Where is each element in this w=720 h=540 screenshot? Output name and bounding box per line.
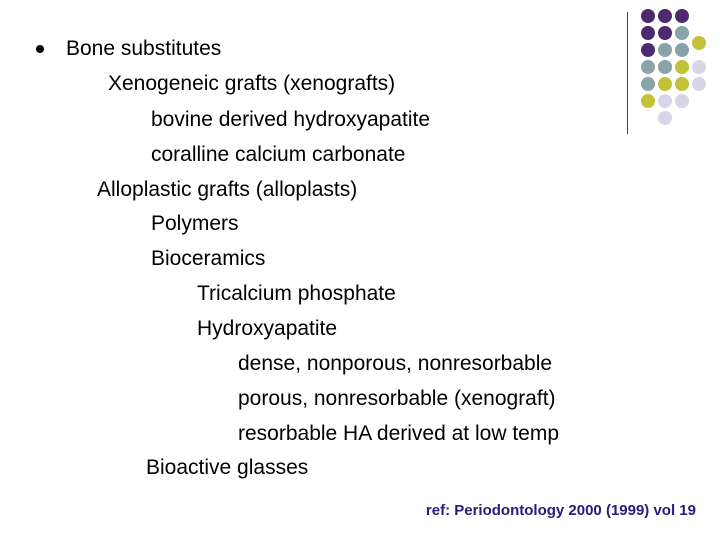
dot-lavender-icon (658, 111, 672, 125)
outline-line-resorbable-ha: resorbable HA derived at low temp (238, 422, 559, 445)
outline-line-polymers: Polymers (151, 212, 239, 235)
dot-teal-icon (641, 60, 655, 74)
decorative-divider (627, 12, 628, 134)
dot-lavender-icon (675, 94, 689, 108)
dot-teal-icon (658, 43, 672, 57)
dot-purple-icon (658, 26, 672, 40)
dot-olive-icon (675, 60, 689, 74)
outline-line-bioactive-glasses: Bioactive glasses (146, 456, 309, 479)
dot-olive-icon (641, 94, 655, 108)
outline-line-bovine-hydroxyapatite: bovine derived hydroxyapatite (151, 108, 431, 131)
outline-line-tricalcium-phosphate: Tricalcium phosphate (197, 282, 396, 305)
outline-line-bioceramics: Bioceramics (151, 247, 266, 270)
dot-olive-icon (675, 77, 689, 91)
dot-lavender-icon (658, 94, 672, 108)
dot-purple-icon (641, 26, 655, 40)
bullet-dot-icon (36, 45, 44, 53)
outline-line-dense-nonporous: dense, nonporous, nonresorbable (238, 352, 553, 375)
dot-teal-icon (675, 26, 689, 40)
outline-line-xenogeneic-grafts: Xenogeneic grafts (xenografts) (108, 72, 396, 95)
outline-line-alloplastic-grafts: Alloplastic grafts (alloplasts) (97, 178, 358, 201)
dot-purple-icon (641, 9, 655, 23)
dot-teal-icon (675, 43, 689, 57)
dot-lavender-icon (692, 60, 706, 74)
dot-olive-icon (692, 36, 706, 50)
dot-purple-icon (641, 43, 655, 57)
dot-purple-icon (675, 9, 689, 23)
dot-lavender-icon (692, 77, 706, 91)
dot-purple-icon (658, 9, 672, 23)
outline-line-coralline-calcium: coralline calcium carbonate (151, 143, 406, 166)
dot-teal-icon (641, 77, 655, 91)
dot-teal-icon (658, 60, 672, 74)
outline-line-hydroxyapatite: Hydroxyapatite (197, 317, 338, 340)
outline-line-porous-nonresorbable: porous, nonresorbable (xenograft) (238, 387, 556, 410)
outline-line-bone-substitutes: Bone substitutes (66, 37, 222, 60)
reference-citation: ref: Periodontology 2000 (1999) vol 19 (425, 502, 696, 519)
dot-olive-icon (658, 77, 672, 91)
